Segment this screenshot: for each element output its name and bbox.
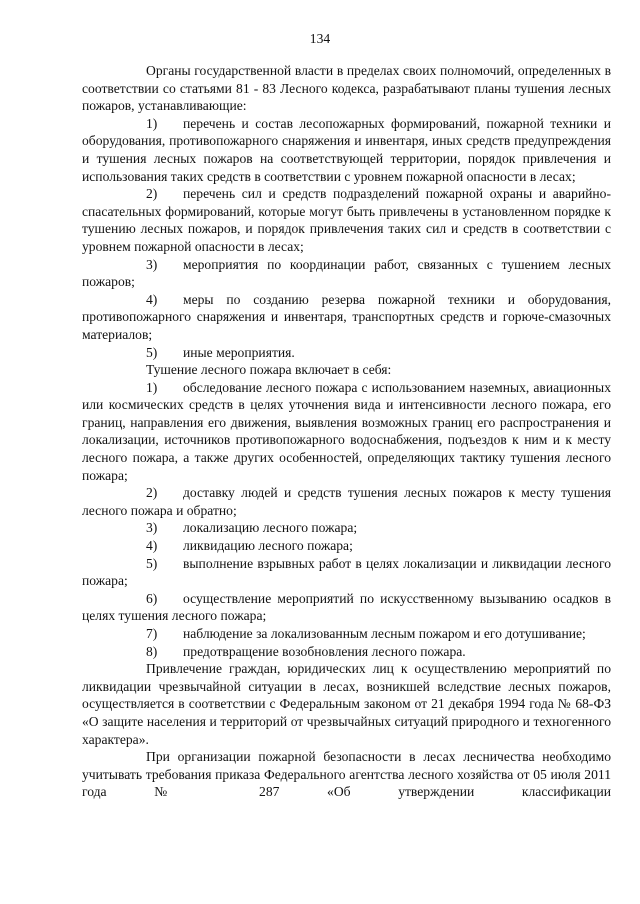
list-item-number: 1)	[146, 115, 158, 131]
list-item-text: перечень сил и средств подразделений пожарной охраны и аварийно-спасательных формирований, которые могут быть привлечены в установленном порядке к тушению лесных пожаров, и порядок привлечения таких сил и средств в соответствии с уровнем пожарной опасности в лесах;	[82, 186, 611, 254]
plan-list	[82, 115, 611, 361]
list-item-text: мероприятия по координации работ, связанных с тушением лесных пожаров;	[82, 256, 611, 290]
list-item-number: 1)	[146, 379, 158, 395]
list-item-text: осуществление мероприятий по искусственному вызыванию осадков в целях тушения лесного пожара;	[82, 590, 611, 624]
list-item	[82, 519, 611, 537]
list-item	[82, 537, 611, 555]
list-item-number: 2)	[146, 186, 158, 202]
list-item-text: предотвращение возобновления лесного пожара.	[183, 643, 466, 659]
list-item-number: 4)	[146, 538, 158, 554]
list-item	[82, 344, 611, 362]
list-item	[82, 291, 611, 344]
final-paragraph: При организации пожарной безопасности в лесах лесничества необходимо учитывать требования приказа Федерального агентства лесного хозяйства от 05 июля 2011 года № 287 «Об утверждении классификации	[82, 749, 611, 800]
citizens-paragraph: Привлечение граждан, юридических лиц к осуществлению мероприятий по ликвидации чрезвычайной ситуации в лесах, возникшей вследствие лесных пожаров, осуществляется в соответствии с Федеральным законом от 21 декабря 1994 года № 68-ФЗ «О защите населения и территорий от чрезвычайных ситуаций природного и техногенного характера».	[82, 661, 611, 747]
list-item	[82, 625, 611, 643]
document-body	[82, 62, 611, 801]
page-number: 134	[309, 31, 331, 46]
list-item-text: наблюдение за локализованным лесным пожаром и его дотушивание;	[183, 626, 586, 641]
list-item	[82, 590, 611, 625]
list-item-number: 2)	[146, 485, 158, 501]
list-item	[82, 185, 611, 255]
list-item-number: 6)	[146, 590, 158, 606]
list-item-text: локализацию лесного пожара;	[183, 520, 358, 536]
list-item-number: 4)	[146, 291, 158, 307]
list-item-text: иные мероприятия.	[183, 344, 295, 360]
list-item-number: 5)	[146, 344, 158, 360]
list-item-number: 3)	[146, 256, 158, 272]
list-item-number: 8)	[146, 643, 158, 659]
list-item-number: 5)	[146, 555, 158, 571]
list-item	[82, 256, 611, 291]
list-item-text: меры по созданию резерва пожарной техники и оборудования, противопожарного снаряжения и инвентаря, транспортных средств и горюче-смазочных материалов;	[82, 291, 611, 342]
extinguish-intro: Тушение лесного пожара включает в себя:	[146, 362, 392, 378]
extinguish-list	[82, 379, 611, 661]
list-item-text: обследование лесного пожара с использованием наземных, авиационных или космических средств в целях уточнения вида и интенсивности лесного пожара, его границ, направления его движения, выявления возможных границ его распространения и локализации, источников противопожарного водоснабжения, подъездов к ним и к месту лесного пожара, а также других особенностей, определяющих тактику тушения лесного пожара;	[82, 379, 611, 483]
list-item-text: выполнение взрывных работ в целях локализации и ликвидации лесного пожара;	[82, 555, 611, 589]
intro-paragraph: Органы государственной власти в пределах своих полномочий, определенных в соответствии со статьями 81 - 83 Лесного кодекса, разрабатывают планы тушения лесных пожаров, устанавливающие:	[82, 63, 611, 114]
list-item-text: ликвидацию лесного пожара;	[183, 538, 353, 554]
list-item	[82, 555, 611, 590]
list-item	[82, 379, 611, 485]
list-item-number: 7)	[146, 626, 158, 641]
list-item-text: доставку людей и средств тушения лесных пожаров к месту тушения лесного пожара и обратно;	[82, 485, 611, 518]
list-item	[82, 643, 611, 661]
list-item	[82, 115, 611, 185]
list-item-text: перечень и состав лесопожарных формирований, пожарной техники и оборудования, противопожарного снаряжения и инвентаря, иных средств предупреждения и тушения лесных пожаров на соответствующей территории, порядок привлечения и использования таких средств в соответствии с уровнем пожарной опасности в лесах;	[82, 115, 611, 184]
list-item-number: 3)	[146, 520, 158, 536]
list-item	[82, 484, 611, 519]
